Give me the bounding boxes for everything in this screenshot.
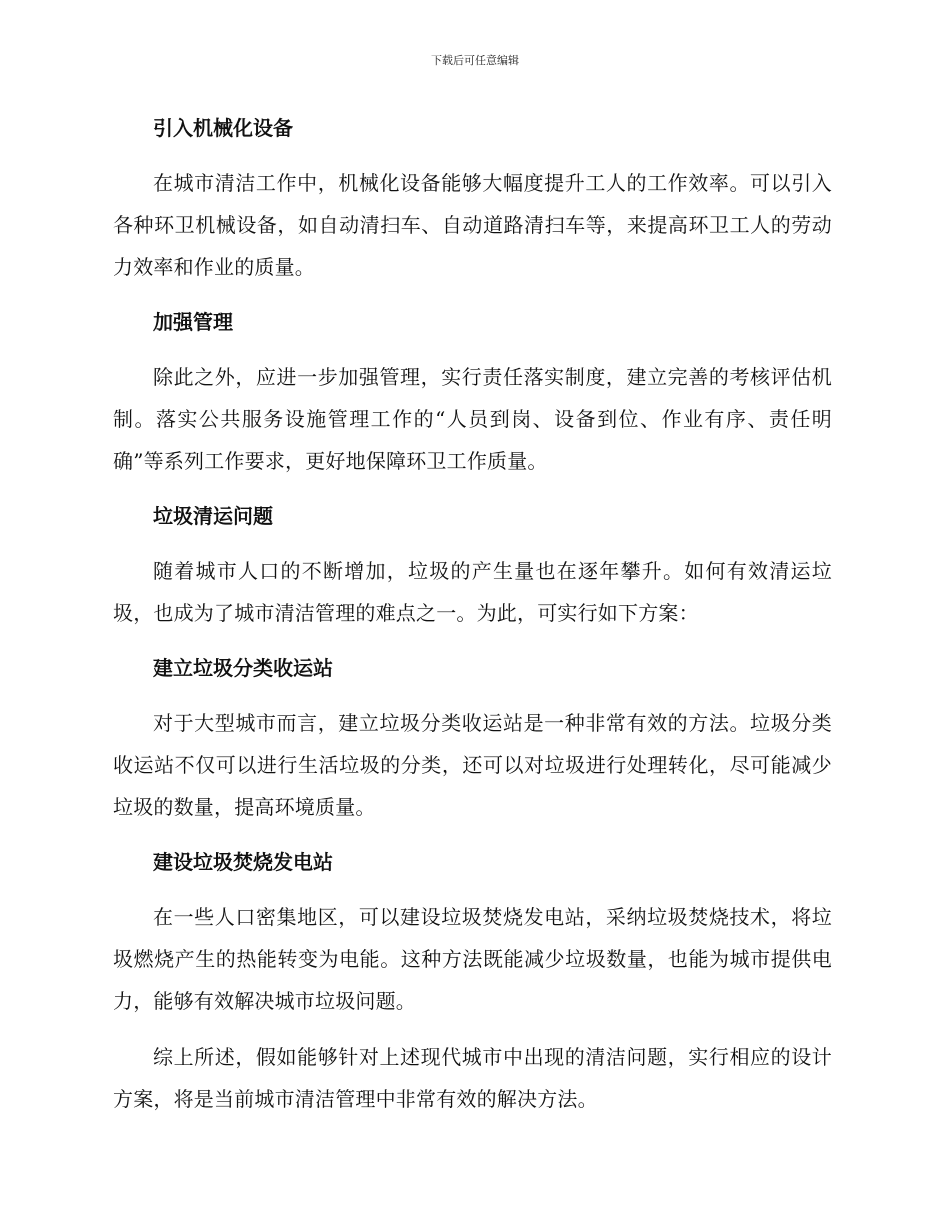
section-paragraph-garbage-transport: 随着城市人口的不断增加，垃圾的产生量也在逐年攀升。如何有效清运垃圾，也成为了城市清洁管理的难点之一。为此，可实行如下方案：	[113, 559, 832, 625]
conclusion-paragraph: 综上所述，假如能够针对上述现代城市中出现的清洁问题，实行相应的设计方案，将是当前城市清洁管理中非常有效的解决方法。	[113, 1045, 832, 1111]
section-heading-garbage-transport: 垃圾清运问题	[153, 504, 273, 528]
section-heading-incineration-plant: 建设垃圾焚烧发电站	[153, 850, 333, 874]
header-note: 下载后可任意编辑	[431, 54, 519, 67]
section-paragraph-mechanization: 在城市清洁工作中，机械化设备能够大幅度提升工人的工作效率。可以引入各种环卫机械设备，如自动清扫车、自动道路清扫车等，来提高环卫工人的劳动力效率和作业的质量。	[113, 171, 832, 279]
section-heading-sorting-station: 建立垃圾分类收运站	[153, 656, 333, 680]
section-paragraph-incineration-plant: 在一些人口密集地区，可以建设垃圾焚烧发电站，采纳垃圾焚烧技术，将垃圾燃烧产生的热能转变为电能。这种方法既能减少垃圾数量，也能为城市提供电力，能够有效解决城市垃圾问题。	[113, 905, 832, 1013]
document-body	[113, 108, 832, 1120]
section-paragraph-sorting-station: 对于大型城市而言，建立垃圾分类收运站是一种非常有效的方法。垃圾分类收运站不仅可以进行生活垃圾的分类，还可以对垃圾进行处理转化，尽可能减少垃圾的数量，提高环境质量。	[113, 711, 832, 819]
section-paragraph-management: 除此之外，应进一步加强管理，实行责任落实制度，建立完善的考核评估机制。落实公共服务设施管理工作的“人员到岗、设备到位、作业有序、责任明确”等系列工作要求，更好地保障环卫工作质量。	[113, 365, 832, 473]
section-heading-management: 加强管理	[153, 310, 233, 334]
section-heading-mechanization: 引入机械化设备	[153, 116, 293, 140]
